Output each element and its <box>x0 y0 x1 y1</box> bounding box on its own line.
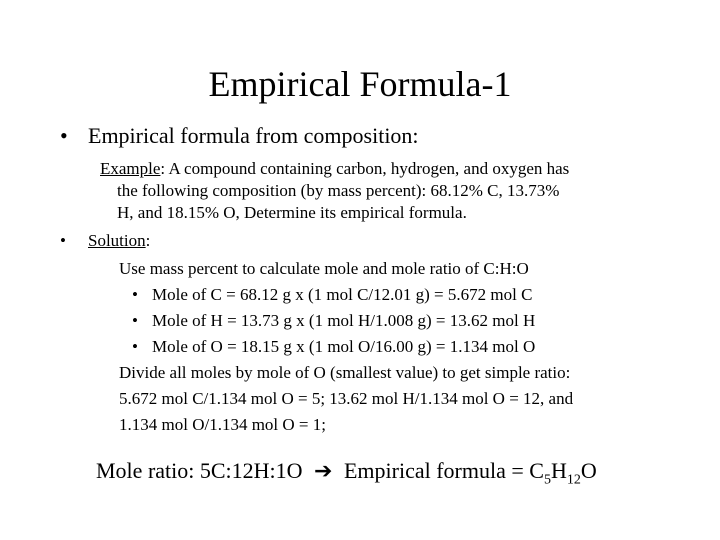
arrow-right-icon: ➔ <box>314 458 333 483</box>
example-line-0: Example: A compound containing carbon, hydrogen, and oxygen has <box>100 159 570 178</box>
mole-ratio-summary <box>96 457 597 494</box>
mole-item-c: • Mole of C = 68.12 g x (1 mol C/12.01 g) = 5.672 mol C <box>132 285 533 304</box>
bullet-glyph: • <box>60 231 66 250</box>
bullet-composition <box>60 122 419 150</box>
example-label: Example <box>100 159 161 178</box>
divide-line-1: 5.672 mol C/1.134 mol O = 5; 13.62 mol H/1.134 mol O = 12, and <box>119 389 574 408</box>
example-line-1: the following composition (by mass percent): 68.12% C, 13.73% <box>117 181 560 200</box>
mole-item-h: • Mole of H = 13.73 g x (1 mol H/1.008 g) = 13.62 mol H <box>132 311 536 330</box>
bullet-solution <box>60 230 151 252</box>
bullet-glyph: • <box>60 123 68 148</box>
solution-intro: Use mass percent to calculate mole and mole ratio of C:H:O <box>119 259 529 278</box>
solution-label: Solution <box>88 231 146 250</box>
mole-ratio-text: Mole ratio: 5C:12H:1O <box>96 458 303 483</box>
example-line-2: H, and 18.15% O, Determine its empirical formula. <box>117 203 467 222</box>
empirical-formula: Empirical formula = $C_5H_{12}O$ <box>343 458 597 488</box>
mole-item-o: • Mole of O = 18.15 g x (1 mol O/16.00 g) = 1.134 mol O <box>132 337 536 356</box>
example-block <box>100 158 680 224</box>
slide-title: Empirical Formula-1 <box>208 64 512 104</box>
divide-line-2: 1.134 mol O/1.134 mol O = 1; <box>119 415 326 434</box>
divide-line-0: Divide all moles by mole of O (smallest value) to get simple ratio: <box>119 363 571 382</box>
bullet-composition-text: Empirical formula from composition: <box>88 123 419 148</box>
bullet-solution-text: Solution: <box>88 231 151 250</box>
